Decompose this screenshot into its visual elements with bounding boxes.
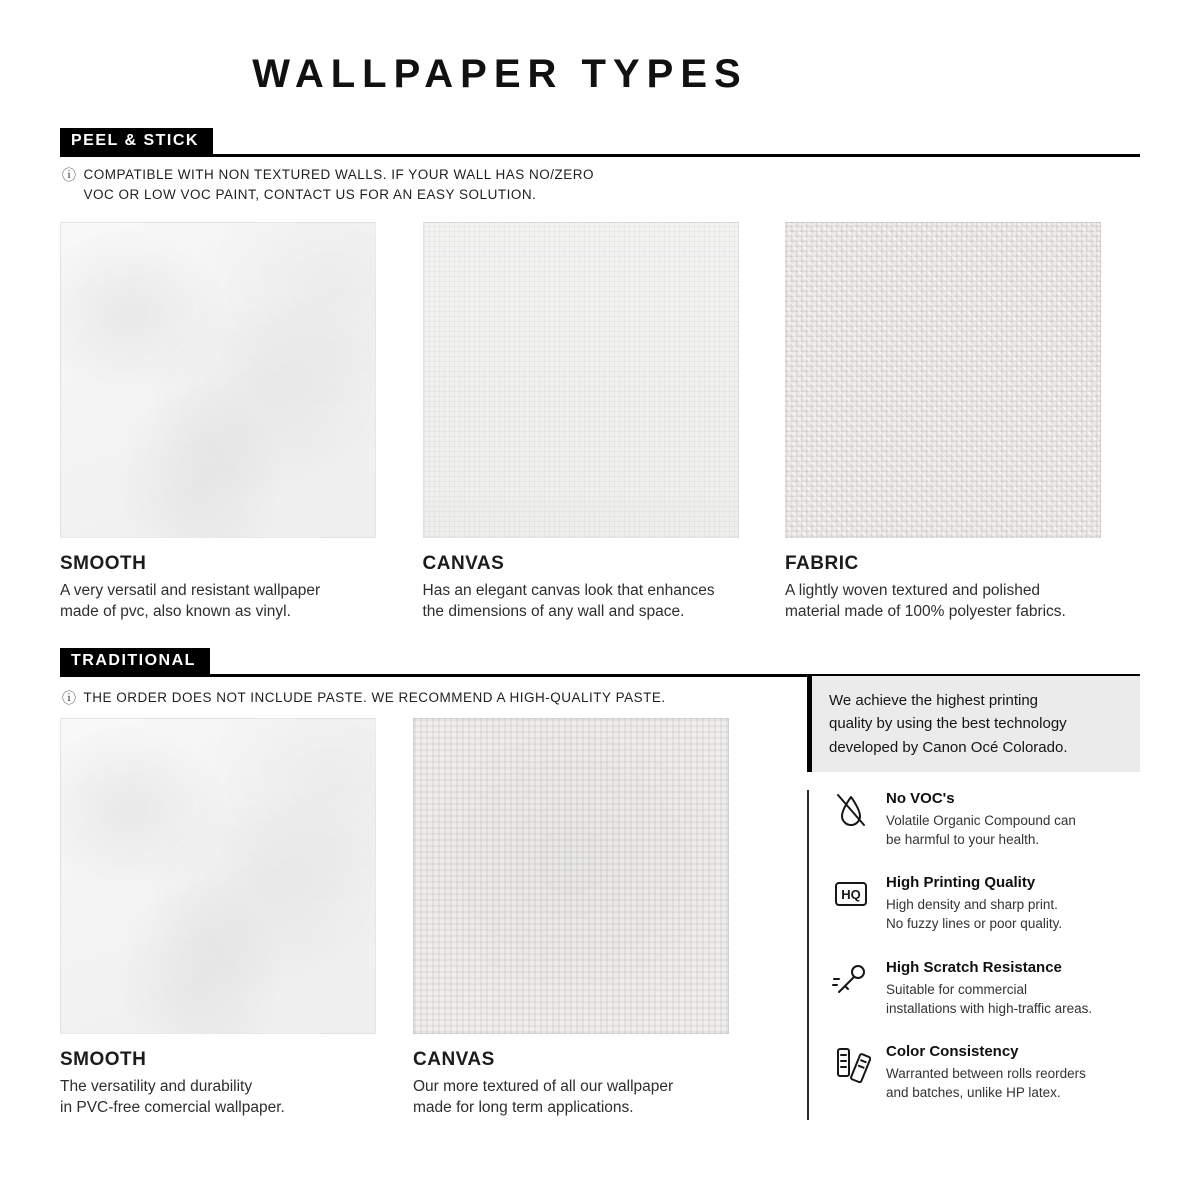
peel-stick-swatch-row [60, 222, 1101, 623]
swatch-desc [413, 1077, 729, 1119]
feature-desc-line: High density and sharp print. [886, 897, 1058, 913]
swatch-card-canvas [413, 718, 729, 1119]
feature-desc-line: Volatile Organic Compound can [886, 813, 1076, 828]
feature-text [886, 959, 1092, 1018]
feature-desc-line: be harmful to your health. [886, 832, 1040, 848]
swatch-title: SMOOTH [60, 553, 147, 574]
feature-text [886, 874, 1062, 933]
hq-icon [831, 874, 871, 914]
feature-text [886, 790, 1076, 849]
desc-line: Has an elegant canvas look that enhances [422, 582, 715, 599]
swatch-title: CANVAS [422, 553, 505, 574]
highlight-line: We achieve the highest printing [829, 692, 1039, 709]
swatch-card-smooth [60, 222, 376, 623]
highlight-line: developed by Canon Océ Colorado. [829, 738, 1068, 756]
swatch-title: FABRIC [785, 553, 859, 574]
section-label-peel-stick: PEEL & STICK [60, 128, 213, 154]
desc-line: made of pvc, also known as vinyl. [60, 602, 291, 620]
feature-no-voc [831, 790, 1143, 849]
color-consistency-icon [831, 1043, 871, 1083]
feature-scratch-resistance [831, 959, 1143, 1018]
feature-desc-line: Suitable for commercial [886, 981, 1028, 997]
swatch-desc [423, 581, 739, 623]
swatch-card-smooth [60, 718, 376, 1119]
feature-desc-line: Warranted between rolls reorders [886, 1065, 1086, 1081]
svg-text:HQ: HQ [841, 887, 861, 903]
feature-title: Color Consistency [886, 1042, 1019, 1060]
no-voc-icon [831, 790, 871, 830]
page-title: WALLPAPER TYPES [252, 52, 748, 96]
feature-desc-line: and batches, unlike HP latex. [886, 1085, 1061, 1101]
features-divider [807, 790, 809, 1120]
desc-line: the dimensions of any wall and space. [422, 602, 685, 620]
desc-line: material made of 100% polyester fabrics. [785, 602, 1066, 620]
note-text [84, 165, 595, 206]
swatch-desc [785, 581, 1101, 623]
desc-line: Our more textured of all our wallpaper [413, 1078, 674, 1095]
feature-desc [886, 980, 1092, 1018]
swatch-card-fabric [785, 222, 1101, 623]
feature-title: High Printing Quality [886, 874, 1036, 892]
note-line: VOC OR LOW VOC PAINT, CONTACT US FOR AN EASY SOLUTION. [83, 187, 537, 203]
section-header-peel-stick [60, 128, 1140, 157]
swatch-card-canvas [423, 222, 739, 623]
feature-desc [886, 895, 1062, 933]
swatch-desc [60, 1077, 376, 1119]
traditional-swatch-row [60, 718, 729, 1119]
desc-line: in PVC-free comercial wallpaper. [60, 1098, 285, 1116]
desc-line: made for long term applications. [413, 1098, 634, 1116]
feature-text [886, 1043, 1086, 1102]
info-icon: ⓘ [62, 690, 77, 706]
note-line: THE ORDER DOES NOT INCLUDE PASTE. WE RECOMMEND A HIGH-QUALITY PASTE. [83, 690, 666, 705]
desc-line: A lightly woven textured and polished [785, 582, 1041, 599]
highlight-line: quality by using the best technology [829, 715, 1067, 733]
note-text [84, 688, 666, 708]
features-list [831, 790, 1143, 1102]
feature-high-printing-quality [831, 874, 1143, 933]
feature-desc [886, 1064, 1086, 1102]
feature-desc-line: No fuzzy lines or poor quality. [886, 916, 1063, 932]
smooth-texture-image [60, 222, 376, 538]
traditional-note [62, 688, 666, 708]
feature-color-consistency [831, 1043, 1143, 1102]
quality-highlight-box [807, 676, 1140, 772]
section-header-traditional [60, 648, 1140, 677]
feature-title: No VOC's [886, 790, 955, 807]
swatch-desc [60, 581, 376, 623]
scratch-resistance-icon [831, 959, 871, 999]
swatch-title: SMOOTH [60, 1049, 147, 1070]
info-icon: ⓘ [62, 167, 77, 183]
smooth-texture-image [60, 718, 376, 1034]
desc-line: A very versatil and resistant wallpaper [60, 582, 321, 599]
canvas-texture-image [423, 222, 739, 538]
feature-desc [886, 811, 1076, 849]
feature-title: High Scratch Resistance [886, 958, 1062, 976]
section-label-traditional: TRADITIONAL [60, 648, 210, 674]
desc-line: The versatility and durability [60, 1078, 253, 1095]
note-line: COMPATIBLE WITH NON TEXTURED WALLS. IF YOUR WALL HAS NO/ZERO [83, 167, 595, 182]
peel-stick-note [62, 165, 594, 206]
canvas-texture-image [413, 718, 729, 1034]
fabric-texture-image [785, 222, 1101, 538]
swatch-title: CANVAS [413, 1049, 495, 1070]
feature-desc-line: installations with high-traffic areas. [886, 1000, 1093, 1016]
